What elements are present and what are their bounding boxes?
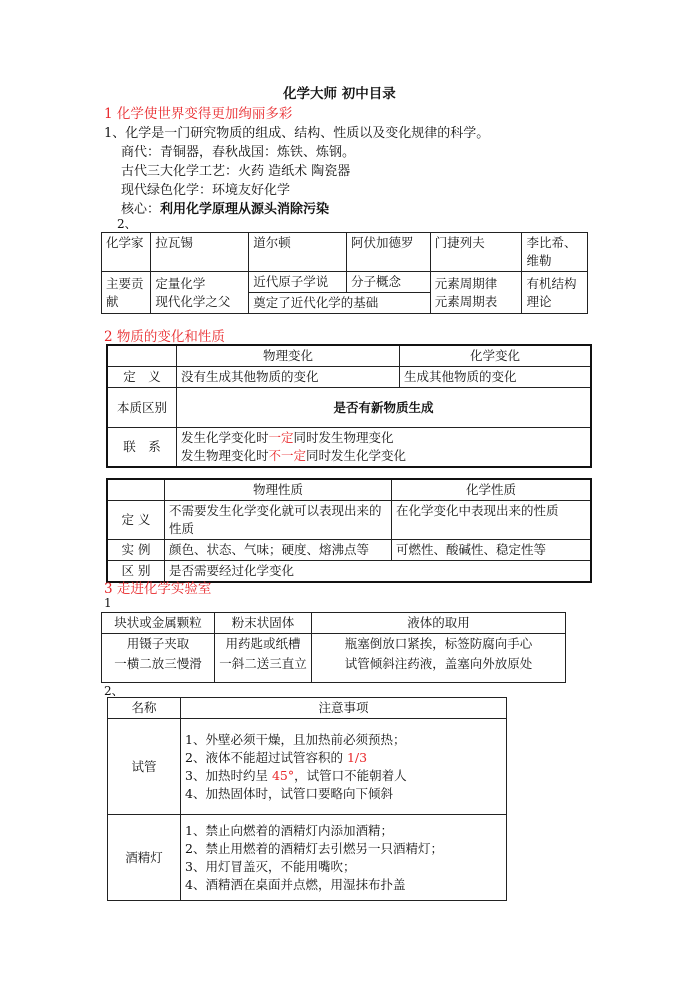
reagent-powder-2: 一斜二送三直立	[215, 654, 312, 682]
prop-example-chemical: 可燃性、酸碱性、稳定性等	[392, 540, 592, 561]
lamp-note-4: 4、酒精洒在桌面并点燃，用湿抹布扑盖	[185, 876, 406, 892]
cell-dalton-contrib: 近代原子学说	[249, 272, 347, 293]
change-header-chemical: 化学变化	[400, 345, 592, 367]
mendeleev-contrib-1: 元素周期律	[434, 275, 498, 291]
cell-liebig-contrib: 有机结构理论	[522, 272, 588, 314]
s1-core-text: 利用化学原理从源头消除污染	[160, 202, 330, 217]
scientists-table	[101, 232, 588, 314]
prop-def-label: 定 义	[107, 501, 165, 540]
s1-paragraph-1: 1、化学是一门研究物质的组成、结构、性质以及变化规律的科学。	[104, 126, 490, 141]
change-def-label: 定 义	[107, 367, 177, 388]
cell-chemist-label: 化学家	[102, 233, 151, 272]
tube-note-1: 1、外壁必须干燥，且加热前必须预热；	[185, 731, 406, 747]
prop-example-label: 实 例	[107, 540, 165, 561]
change-header-blank	[107, 345, 177, 367]
section-1-heading: 1 化学使世界变得更加绚丽多彩	[104, 106, 293, 122]
tube-note-2-text: 2、液体不能超过试管容积的	[185, 749, 347, 765]
relation-1a: 发生化学变化时	[181, 430, 269, 445]
cell-mendeleev: 门捷列夫	[430, 233, 522, 272]
relation-2c: 同时发生化学变化	[306, 448, 407, 463]
change-def-chemical: 生成其他物质的变化	[400, 367, 592, 388]
cell-liebig-wohler: 李比希、维勒	[522, 233, 588, 272]
cell-lavoisier: 拉瓦锡	[151, 233, 249, 272]
cell-shared-contrib: 奠定了近代化学的基础	[249, 293, 430, 314]
prop-header-chemical: 化学性质	[392, 479, 592, 501]
lamp-note-2: 2、禁止用燃着的酒精灯去引燃另一只酒精灯；	[185, 840, 443, 856]
cell-contribution-label: 主要贡献	[102, 272, 151, 314]
section-3-heading: 3 走进化学实验室	[104, 581, 212, 597]
reagent-solid-2: 一横二放三慢滑	[102, 654, 215, 682]
relation-line-2	[181, 447, 586, 465]
reagent-header-solid: 块状或金属颗粒	[102, 613, 215, 634]
relation-2-emphasis: 不一定	[268, 448, 307, 463]
lamp-note-1: 1、禁止向燃着的酒精灯内添加酒精；	[185, 822, 393, 838]
change-header-physical: 物理变化	[177, 345, 400, 367]
alcohol-lamp-notes	[181, 815, 507, 901]
prop-def-chemical: 在化学变化中表现出来的性质	[392, 501, 592, 540]
tube-note-3	[185, 767, 502, 785]
change-relation-label: 联 系	[107, 428, 177, 468]
cell-dalton: 道尔顿	[249, 233, 347, 272]
prop-example-physical: 颜色、状态、气味；硬度、熔沸点等	[165, 540, 392, 561]
change-def-physical: 没有生成其他物质的变化	[177, 367, 400, 388]
reagent-header-liquid: 液体的取用	[312, 613, 566, 634]
reagent-table	[101, 612, 566, 683]
change-essence-label: 本质区别	[107, 388, 177, 428]
cell-avogadro-contrib: 分子概念	[347, 272, 431, 293]
lavoisier-contrib-2: 现代化学之父	[155, 293, 231, 309]
test-tube-notes	[181, 719, 507, 815]
relation-line-1	[181, 429, 586, 447]
s1-line-3: 现代绿色化学：环境友好化学	[121, 183, 291, 198]
prop-def-physical: 不需要发生化学变化就可以表现出来的性质	[165, 501, 392, 540]
cell-avogadro: 阿伏加德罗	[347, 233, 431, 272]
prop-header-physical: 物理性质	[165, 479, 392, 501]
mendeleev-contrib-2: 元素周期表	[434, 293, 498, 309]
apparatus-test-tube: 试管	[108, 719, 181, 815]
tube-note-2	[185, 749, 502, 767]
cell-lavoisier-contrib	[151, 272, 249, 314]
prop-diff: 是否需要经过化学变化	[165, 561, 592, 583]
lamp-note-3: 3、用灯冒盖灭，不能用嘴吹；	[185, 858, 356, 874]
tube-note-2-value: 1/3	[346, 749, 368, 765]
apparatus-header-notes: 注意事项	[181, 698, 507, 719]
reagent-powder-1: 用药匙或纸槽	[215, 634, 312, 655]
reagent-solid-1: 用镊子夹取	[102, 634, 215, 655]
s1-number-2: 2、	[117, 217, 137, 231]
reagent-liquid-2: 试管倾斜注药液，盖塞向外放原处	[312, 654, 566, 682]
reagent-liquid-1: 瓶塞倒放口紧挨，标签防腐向手心	[312, 634, 566, 655]
tube-note-3-value: 45°	[271, 767, 295, 783]
property-table	[106, 478, 592, 583]
change-table	[106, 344, 592, 468]
s1-line-1: 商代：青铜器，春秋战国：炼铁、炼钢。	[121, 145, 356, 160]
change-relation	[177, 428, 592, 468]
lavoisier-contrib-1: 定量化学	[155, 275, 206, 291]
tube-note-3-tail: ，试管口不能朝着人	[294, 767, 407, 783]
s1-core	[121, 198, 329, 217]
s1-core-label: 核心：	[121, 202, 161, 217]
cell-mendeleev-contrib	[430, 272, 522, 314]
relation-2a: 发生物理变化时	[181, 448, 269, 463]
page-title: 化学大师 初中目录	[283, 86, 396, 102]
reagent-header-powder: 粉末状固体	[215, 613, 312, 634]
relation-1-emphasis: 一定	[268, 430, 294, 445]
s3-number-1: 1	[104, 596, 112, 610]
section-2-heading: 2 物质的变化和性质	[104, 329, 225, 345]
s3-number-2: 2、	[104, 684, 124, 698]
apparatus-alcohol-lamp: 酒精灯	[108, 815, 181, 901]
tube-note-4: 4、加热固体时，试管口要略向下倾斜	[185, 785, 393, 801]
prop-diff-label: 区 别	[107, 561, 165, 583]
apparatus-table	[107, 697, 507, 901]
relation-1c: 同时发生物理变化	[293, 430, 394, 445]
s1-line-2: 古代三大化学工艺：火药 造纸术 陶瓷器	[121, 164, 351, 179]
change-essence: 是否有新物质生成	[177, 388, 592, 428]
tube-note-3-text: 3、加热时约呈	[185, 767, 272, 783]
prop-header-blank	[107, 479, 165, 501]
apparatus-header-name: 名称	[108, 698, 181, 719]
